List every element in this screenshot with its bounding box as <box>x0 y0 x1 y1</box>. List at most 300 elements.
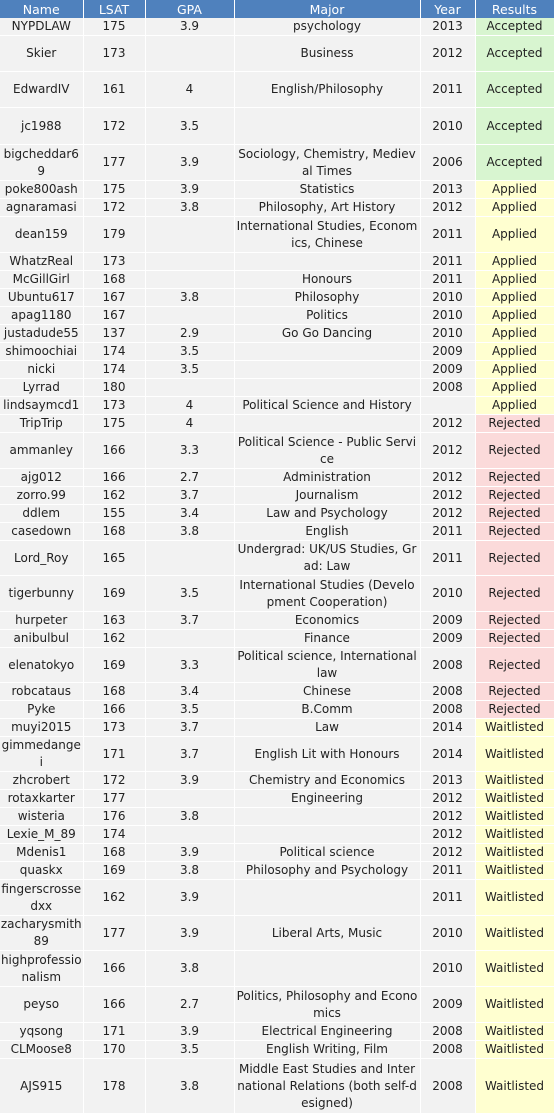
cell-lsat[interactable]: 163 <box>83 612 145 630</box>
table-row <box>0 1059 554 1114</box>
cell-result[interactable]: Rejected <box>475 505 554 523</box>
cell-gpa[interactable]: 4 <box>145 415 234 433</box>
cell-result[interactable]: Waitlisted <box>475 1041 554 1059</box>
cell-gpa[interactable]: 3.3 <box>145 648 234 683</box>
cell-lsat[interactable]: 171 <box>83 1023 145 1041</box>
cell-name[interactable]: CLMoose8 <box>0 1041 83 1059</box>
cell-lsat[interactable]: 162 <box>83 880 145 916</box>
table-row <box>0 469 554 487</box>
cell-year[interactable]: 2009 <box>420 987 475 1023</box>
cell-name[interactable]: lindsaymcd1 <box>0 397 83 415</box>
cell-year[interactable]: 2008 <box>420 1023 475 1041</box>
cell-lsat[interactable]: 168 <box>83 683 145 701</box>
cell-result[interactable]: Applied <box>475 289 554 307</box>
cell-result[interactable]: Waitlisted <box>475 880 554 916</box>
cell-name[interactable]: nicki <box>0 361 83 379</box>
cell-result[interactable]: Applied <box>475 199 554 217</box>
table-row <box>0 505 554 523</box>
cell-year[interactable]: 2010 <box>420 916 475 951</box>
cell-result[interactable]: Applied <box>475 181 554 199</box>
cell-name[interactable]: Lord_Roy <box>0 541 83 576</box>
table-row <box>0 523 554 541</box>
table-row <box>0 916 554 951</box>
cell-gpa[interactable]: 3.5 <box>145 1041 234 1059</box>
cell-year[interactable]: 2013 <box>420 181 475 199</box>
cell-lsat[interactable]: 180 <box>83 379 145 397</box>
cell-lsat[interactable]: 166 <box>83 951 145 987</box>
cell-result[interactable]: Applied <box>475 361 554 379</box>
cell-name[interactable]: zacharysmith89 <box>0 916 83 951</box>
cell-lsat[interactable]: 172 <box>83 108 145 145</box>
cell-gpa[interactable]: 3.3 <box>145 433 234 469</box>
cell-gpa[interactable]: 3.9 <box>145 145 234 181</box>
cell-year[interactable]: 2011 <box>420 862 475 880</box>
cell-result[interactable]: Accepted <box>475 108 554 145</box>
table-row <box>0 325 554 343</box>
cell-year[interactable]: 2014 <box>420 737 475 772</box>
cell-name[interactable]: Mdenis1 <box>0 844 83 862</box>
cell-result[interactable]: Rejected <box>475 576 554 612</box>
cell-year[interactable]: 2008 <box>420 1059 475 1114</box>
cell-result[interactable]: Rejected <box>475 701 554 719</box>
cell-name[interactable]: NYPDLAW <box>0 18 83 36</box>
cell-lsat[interactable]: 168 <box>83 844 145 862</box>
cell-result[interactable]: Applied <box>475 397 554 415</box>
cell-lsat[interactable]: 167 <box>83 289 145 307</box>
cell-lsat[interactable]: 171 <box>83 737 145 772</box>
cell-result[interactable]: Waitlisted <box>475 1023 554 1041</box>
cell-result[interactable]: Waitlisted <box>475 1059 554 1114</box>
cell-year[interactable]: 2008 <box>420 701 475 719</box>
cell-gpa[interactable] <box>145 36 234 72</box>
cell-major[interactable]: Law <box>234 719 420 737</box>
cell-major[interactable]: Political Science and History <box>234 397 420 415</box>
cell-major[interactable] <box>234 415 420 433</box>
cell-name[interactable]: dean159 <box>0 217 83 253</box>
cell-name[interactable]: McGillGirl <box>0 271 83 289</box>
cell-lsat[interactable]: 162 <box>83 487 145 505</box>
cell-lsat[interactable]: 166 <box>83 433 145 469</box>
cell-result[interactable]: Rejected <box>475 487 554 505</box>
cell-lsat[interactable]: 169 <box>83 862 145 880</box>
cell-gpa[interactable]: 3.5 <box>145 701 234 719</box>
cell-lsat[interactable]: 166 <box>83 987 145 1023</box>
cell-result[interactable]: Waitlisted <box>475 808 554 826</box>
cell-name[interactable]: zorro.99 <box>0 487 83 505</box>
cell-major[interactable]: Go Go Dancing <box>234 325 420 343</box>
cell-major[interactable]: Business <box>234 36 420 72</box>
header-gpa[interactable]: GPA <box>145 0 234 18</box>
cell-name[interactable]: anibulbul <box>0 630 83 648</box>
cell-year[interactable]: 2012 <box>420 36 475 72</box>
cell-lsat[interactable]: 168 <box>83 523 145 541</box>
cell-gpa[interactable] <box>145 790 234 808</box>
cell-lsat[interactable]: 162 <box>83 630 145 648</box>
cell-lsat[interactable]: 175 <box>83 415 145 433</box>
cell-name[interactable]: TripTrip <box>0 415 83 433</box>
cell-result[interactable]: Applied <box>475 217 554 253</box>
cell-lsat[interactable]: 173 <box>83 36 145 72</box>
cell-result[interactable]: Rejected <box>475 630 554 648</box>
cell-major[interactable] <box>234 343 420 361</box>
cell-gpa[interactable]: 3.8 <box>145 862 234 880</box>
cell-year[interactable]: 2008 <box>420 683 475 701</box>
cell-lsat[interactable]: 172 <box>83 199 145 217</box>
cell-gpa[interactable]: 3.8 <box>145 199 234 217</box>
table-row <box>0 630 554 648</box>
cell-name[interactable]: ajg012 <box>0 469 83 487</box>
cell-major[interactable] <box>234 108 420 145</box>
table-row <box>0 826 554 844</box>
cell-name[interactable]: tigerbunny <box>0 576 83 612</box>
cell-gpa[interactable] <box>145 253 234 271</box>
cell-name[interactable]: ammanley <box>0 433 83 469</box>
table-row <box>0 397 554 415</box>
cell-name[interactable]: wisteria <box>0 808 83 826</box>
cell-gpa[interactable] <box>145 307 234 325</box>
cell-result[interactable]: Rejected <box>475 523 554 541</box>
cell-year[interactable]: 2010 <box>420 307 475 325</box>
cell-major[interactable]: B.Comm <box>234 701 420 719</box>
cell-name[interactable]: shimoochiai <box>0 343 83 361</box>
cell-lsat[interactable]: 172 <box>83 772 145 790</box>
cell-year[interactable]: 2010 <box>420 325 475 343</box>
cell-major[interactable]: Politics, Philosophy and Economics <box>234 987 420 1023</box>
cell-name[interactable]: robcataus <box>0 683 83 701</box>
cell-gpa[interactable]: 2.7 <box>145 469 234 487</box>
cell-major[interactable]: Honours <box>234 271 420 289</box>
cell-result[interactable]: Applied <box>475 271 554 289</box>
cell-gpa[interactable]: 3.7 <box>145 487 234 505</box>
cell-gpa[interactable]: 3.8 <box>145 808 234 826</box>
cell-year[interactable]: 2012 <box>420 469 475 487</box>
cell-year[interactable]: 2011 <box>420 880 475 916</box>
cell-name[interactable]: Lexie_M_89 <box>0 826 83 844</box>
cell-name[interactable]: elenatokyo <box>0 648 83 683</box>
cell-major[interactable]: Statistics <box>234 181 420 199</box>
cell-lsat[interactable]: 170 <box>83 1041 145 1059</box>
cell-gpa[interactable]: 3.4 <box>145 505 234 523</box>
cell-major[interactable]: Engineering <box>234 790 420 808</box>
table-row <box>0 880 554 916</box>
cell-name[interactable]: apag1180 <box>0 307 83 325</box>
header-results[interactable]: Results <box>475 0 554 18</box>
cell-lsat[interactable]: 173 <box>83 253 145 271</box>
cell-lsat[interactable]: 166 <box>83 469 145 487</box>
cell-lsat[interactable]: 169 <box>83 576 145 612</box>
cell-year[interactable]: 2009 <box>420 630 475 648</box>
cell-major[interactable]: Political science <box>234 844 420 862</box>
cell-gpa[interactable]: 4 <box>145 397 234 415</box>
cell-year[interactable]: 2011 <box>420 217 475 253</box>
cell-major[interactable]: Law and Psychology <box>234 505 420 523</box>
cell-major[interactable]: Economics <box>234 612 420 630</box>
cell-lsat[interactable]: 166 <box>83 701 145 719</box>
cell-name[interactable]: quaskx <box>0 862 83 880</box>
cell-lsat[interactable]: 177 <box>83 145 145 181</box>
cell-gpa[interactable]: 4 <box>145 72 234 108</box>
cell-result[interactable]: Waitlisted <box>475 772 554 790</box>
cell-major[interactable]: Politics <box>234 307 420 325</box>
cell-year[interactable]: 2014 <box>420 719 475 737</box>
cell-gpa[interactable]: 3.8 <box>145 951 234 987</box>
cell-lsat[interactable]: 169 <box>83 648 145 683</box>
cell-lsat[interactable]: 175 <box>83 181 145 199</box>
header-name[interactable]: Name <box>0 0 83 18</box>
cell-name[interactable]: bigcheddar69 <box>0 145 83 181</box>
cell-major[interactable]: International Studies (Development Cooperation) <box>234 576 420 612</box>
cell-year[interactable]: 2008 <box>420 1041 475 1059</box>
cell-result[interactable]: Accepted <box>475 18 554 36</box>
cell-lsat[interactable]: 177 <box>83 916 145 951</box>
cell-year[interactable]: 2012 <box>420 826 475 844</box>
cell-major[interactable]: Philosophy, Art History <box>234 199 420 217</box>
cell-lsat[interactable]: 165 <box>83 541 145 576</box>
cell-name[interactable]: Skier <box>0 36 83 72</box>
cell-major[interactable]: English <box>234 523 420 541</box>
cell-year[interactable]: 2009 <box>420 361 475 379</box>
cell-major[interactable]: Finance <box>234 630 420 648</box>
table-row <box>0 719 554 737</box>
table-row <box>0 844 554 862</box>
cell-lsat[interactable]: 174 <box>83 826 145 844</box>
cell-year[interactable]: 2011 <box>420 72 475 108</box>
cell-major[interactable] <box>234 808 420 826</box>
cell-lsat[interactable]: 137 <box>83 325 145 343</box>
cell-name[interactable]: rotaxkarter <box>0 790 83 808</box>
table-row <box>0 951 554 987</box>
cell-name[interactable]: muyi2015 <box>0 719 83 737</box>
cell-gpa[interactable]: 3.5 <box>145 108 234 145</box>
cell-gpa[interactable]: 3.5 <box>145 361 234 379</box>
cell-gpa[interactable]: 3.9 <box>145 18 234 36</box>
table-row <box>0 790 554 808</box>
cell-year[interactable]: 2010 <box>420 951 475 987</box>
cell-major[interactable] <box>234 826 420 844</box>
table-body <box>0 18 554 1114</box>
cell-result[interactable]: Accepted <box>475 145 554 181</box>
cell-name[interactable]: highprofessionalism <box>0 951 83 987</box>
cell-result[interactable]: Rejected <box>475 683 554 701</box>
cell-major[interactable]: Journalism <box>234 487 420 505</box>
cell-name[interactable]: casedown <box>0 523 83 541</box>
cell-name[interactable]: ddlem <box>0 505 83 523</box>
cell-lsat[interactable]: 179 <box>83 217 145 253</box>
cell-year[interactable] <box>420 397 475 415</box>
cell-result[interactable]: Waitlisted <box>475 951 554 987</box>
header-year[interactable]: Year <box>420 0 475 18</box>
cell-name[interactable]: WhatzReal <box>0 253 83 271</box>
cell-lsat[interactable]: 167 <box>83 307 145 325</box>
cell-lsat[interactable]: 177 <box>83 790 145 808</box>
cell-lsat[interactable]: 173 <box>83 719 145 737</box>
cell-gpa[interactable]: 3.5 <box>145 576 234 612</box>
header-lsat[interactable]: LSAT <box>83 0 145 18</box>
cell-gpa[interactable]: 3.8 <box>145 523 234 541</box>
cell-lsat[interactable]: 175 <box>83 18 145 36</box>
table-row <box>0 145 554 181</box>
cell-name[interactable]: gimmedangei <box>0 737 83 772</box>
cell-name[interactable]: EdwardIV <box>0 72 83 108</box>
cell-major[interactable]: psychology <box>234 18 420 36</box>
cell-year[interactable]: 2010 <box>420 576 475 612</box>
cell-result[interactable]: Waitlisted <box>475 719 554 737</box>
cell-gpa[interactable] <box>145 826 234 844</box>
cell-name[interactable]: justadude55 <box>0 325 83 343</box>
cell-name[interactable]: poke800ash <box>0 181 83 199</box>
cell-result[interactable]: Rejected <box>475 612 554 630</box>
cell-lsat[interactable]: 161 <box>83 72 145 108</box>
cell-year[interactable]: 2010 <box>420 108 475 145</box>
cell-name[interactable]: yqsong <box>0 1023 83 1041</box>
cell-year[interactable]: 2011 <box>420 541 475 576</box>
cell-gpa[interactable] <box>145 541 234 576</box>
cell-year[interactable]: 2011 <box>420 271 475 289</box>
cell-lsat[interactable]: 178 <box>83 1059 145 1114</box>
cell-major[interactable] <box>234 880 420 916</box>
cell-major[interactable]: Electrical Engineering <box>234 1023 420 1041</box>
table-row <box>0 379 554 397</box>
cell-gpa[interactable]: 3.8 <box>145 1059 234 1114</box>
cell-major[interactable]: English Lit with Honours <box>234 737 420 772</box>
cell-result[interactable]: Waitlisted <box>475 916 554 951</box>
cell-major[interactable] <box>234 951 420 987</box>
cell-name[interactable]: Pyke <box>0 701 83 719</box>
cell-gpa[interactable] <box>145 271 234 289</box>
cell-gpa[interactable]: 3.4 <box>145 683 234 701</box>
cell-major[interactable]: Chemistry and Economics <box>234 772 420 790</box>
cell-year[interactable]: 2012 <box>420 790 475 808</box>
cell-major[interactable]: Middle East Studies and International Relations (both self-designed) <box>234 1059 420 1114</box>
cell-major[interactable]: Philosophy and Psychology <box>234 862 420 880</box>
cell-year[interactable]: 2009 <box>420 612 475 630</box>
table-row <box>0 181 554 199</box>
cell-major[interactable]: Political science, International law <box>234 648 420 683</box>
cell-lsat[interactable]: 168 <box>83 271 145 289</box>
cell-year[interactable]: 2012 <box>420 487 475 505</box>
cell-gpa[interactable]: 3.9 <box>145 916 234 951</box>
cell-year[interactable]: 2008 <box>420 648 475 683</box>
cell-year[interactable]: 2012 <box>420 505 475 523</box>
cell-gpa[interactable]: 2.9 <box>145 325 234 343</box>
cell-year[interactable]: 2011 <box>420 523 475 541</box>
cell-gpa[interactable]: 3.9 <box>145 1023 234 1041</box>
cell-result[interactable]: Accepted <box>475 72 554 108</box>
cell-gpa[interactable]: 3.8 <box>145 289 234 307</box>
cell-gpa[interactable]: 3.7 <box>145 719 234 737</box>
cell-major[interactable]: English Writing, Film <box>234 1041 420 1059</box>
cell-name[interactable]: Lyrrad <box>0 379 83 397</box>
cell-lsat[interactable]: 176 <box>83 808 145 826</box>
cell-lsat[interactable]: 174 <box>83 343 145 361</box>
cell-year[interactable]: 2013 <box>420 18 475 36</box>
table-row <box>0 217 554 253</box>
cell-result[interactable]: Accepted <box>475 36 554 72</box>
cell-name[interactable]: AJS915 <box>0 1059 83 1114</box>
cell-year[interactable]: 2011 <box>420 253 475 271</box>
cell-major[interactable]: Sociology, Chemistry, Medieval Times <box>234 145 420 181</box>
cell-year[interactable]: 2006 <box>420 145 475 181</box>
cell-result[interactable]: Waitlisted <box>475 737 554 772</box>
cell-year[interactable]: 2013 <box>420 772 475 790</box>
cell-year[interactable]: 2012 <box>420 808 475 826</box>
cell-name[interactable]: hurpeter <box>0 612 83 630</box>
cell-major[interactable]: Political Science - Public Service <box>234 433 420 469</box>
cell-gpa[interactable] <box>145 217 234 253</box>
cell-major[interactable]: Liberal Arts, Music <box>234 916 420 951</box>
cell-gpa[interactable]: 3.9 <box>145 772 234 790</box>
cell-year[interactable]: 2010 <box>420 289 475 307</box>
cell-name[interactable]: fingerscrossedxx <box>0 880 83 916</box>
cell-result[interactable]: Waitlisted <box>475 987 554 1023</box>
cell-gpa[interactable]: 3.9 <box>145 844 234 862</box>
cell-result[interactable]: Rejected <box>475 415 554 433</box>
cell-major[interactable]: Administration <box>234 469 420 487</box>
table-row <box>0 648 554 683</box>
cell-result[interactable]: Waitlisted <box>475 790 554 808</box>
cell-gpa[interactable]: 3.9 <box>145 181 234 199</box>
cell-lsat[interactable]: 174 <box>83 361 145 379</box>
cell-result[interactable]: Rejected <box>475 648 554 683</box>
cell-major[interactable]: Chinese <box>234 683 420 701</box>
cell-gpa[interactable]: 3.9 <box>145 880 234 916</box>
cell-year[interactable]: 2012 <box>420 844 475 862</box>
cell-name[interactable]: jc1988 <box>0 108 83 145</box>
table-row <box>0 433 554 469</box>
cell-year[interactable]: 2012 <box>420 433 475 469</box>
cell-gpa[interactable] <box>145 379 234 397</box>
cell-name[interactable]: Ubuntu617 <box>0 289 83 307</box>
table-row <box>0 72 554 108</box>
cell-major[interactable] <box>234 253 420 271</box>
cell-gpa[interactable]: 3.5 <box>145 343 234 361</box>
table-row <box>0 307 554 325</box>
cell-result[interactable]: Applied <box>475 325 554 343</box>
cell-year[interactable]: 2012 <box>420 415 475 433</box>
cell-name[interactable]: peyso <box>0 987 83 1023</box>
cell-lsat[interactable]: 155 <box>83 505 145 523</box>
cell-major[interactable]: Undergrad: UK/US Studies, Grad: Law <box>234 541 420 576</box>
cell-year[interactable]: 2009 <box>420 343 475 361</box>
cell-name[interactable]: agnaramasi <box>0 199 83 217</box>
cell-result[interactable]: Applied <box>475 343 554 361</box>
cell-major[interactable]: English/Philosophy <box>234 72 420 108</box>
cell-result[interactable]: Waitlisted <box>475 862 554 880</box>
cell-major[interactable]: Philosophy <box>234 289 420 307</box>
table-row <box>0 683 554 701</box>
cell-result[interactable]: Waitlisted <box>475 826 554 844</box>
cell-result[interactable]: Rejected <box>475 433 554 469</box>
cell-result[interactable]: Waitlisted <box>475 844 554 862</box>
cell-result[interactable]: Applied <box>475 307 554 325</box>
cell-gpa[interactable]: 2.7 <box>145 987 234 1023</box>
cell-name[interactable]: zhcrobert <box>0 772 83 790</box>
cell-gpa[interactable]: 3.7 <box>145 612 234 630</box>
cell-gpa[interactable] <box>145 630 234 648</box>
cell-gpa[interactable]: 3.7 <box>145 737 234 772</box>
cell-year[interactable]: 2012 <box>420 199 475 217</box>
cell-lsat[interactable]: 173 <box>83 397 145 415</box>
cell-result[interactable]: Applied <box>475 379 554 397</box>
cell-year[interactable]: 2008 <box>420 379 475 397</box>
cell-major[interactable] <box>234 361 420 379</box>
cell-result[interactable]: Rejected <box>475 469 554 487</box>
header-major[interactable]: Major <box>234 0 420 18</box>
cell-major[interactable]: International Studies, Economics, Chinese <box>234 217 420 253</box>
cell-major[interactable] <box>234 379 420 397</box>
cell-result[interactable]: Applied <box>475 253 554 271</box>
cell-result[interactable]: Rejected <box>475 541 554 576</box>
